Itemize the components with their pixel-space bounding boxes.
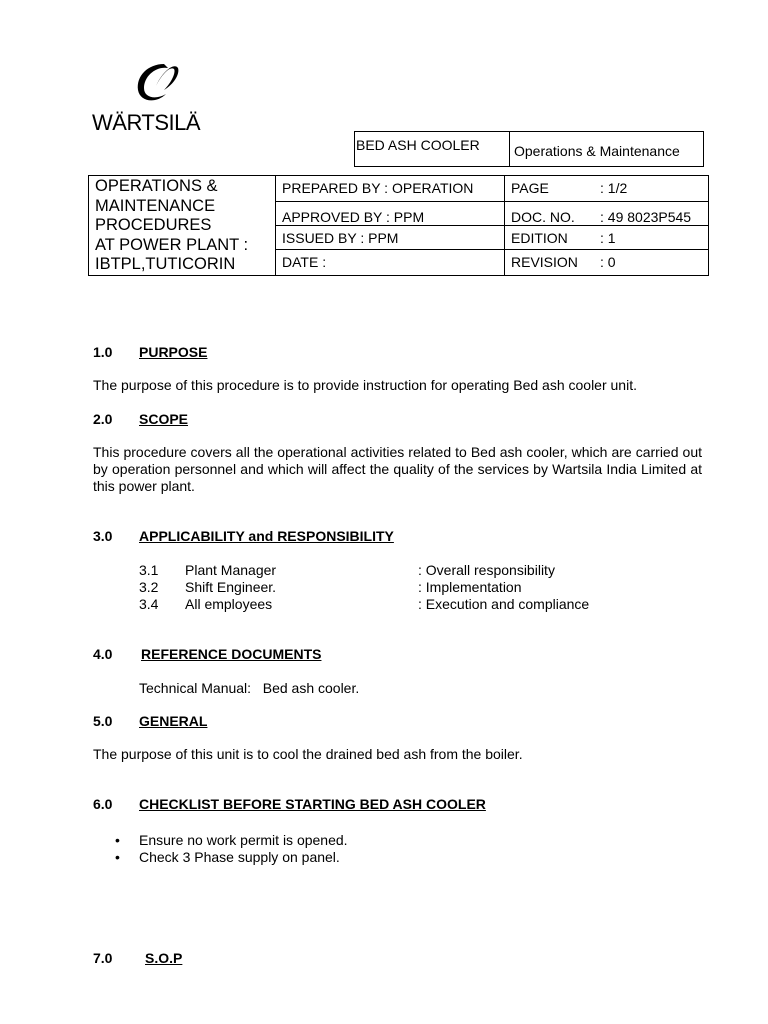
section-reference-heading: 4.0 REFERENCE DOCUMENTS [93,646,322,662]
responsibility-row: 3.4 All employees : Execution and compliance [139,596,590,612]
section-purpose-text: The purpose of this procedure is to provide instruction for operating Bed ash cooler unit. [93,377,637,393]
date-field: DATE : [276,249,505,275]
responsibility-row: 3.2 Shift Engineer. : Implementation [139,579,522,595]
revision: REVISION : 0 [505,249,709,275]
checklist [93,832,348,866]
logo-wordmark: WÄRTSILÄ [92,110,201,135]
wartsila-emblem-icon [134,58,180,106]
section-checklist-heading: 6.0 CHECKLIST BEFORE STARTING BED ASH COOLER [93,796,486,812]
document-header-box [354,131,704,167]
responsibility-row: 3.1 Plant Manager : Overall responsibility [139,562,555,578]
document-meta-table [88,175,709,276]
responsibility-list [139,562,659,613]
list-item: • Check 3 Phase supply on panel. [115,849,340,865]
prepared-by: PREPARED BY : OPERATION [276,176,505,202]
equipment-name: BED ASH COOLER [355,132,510,166]
reference-document: Technical Manual: Bed ash cooler. [139,680,360,696]
procedure-title: OPERATIONS & MAINTENANCE PROCEDURES AT POWER PLANT : IBTPL,TUTICORIN [89,176,276,276]
list-item: • Ensure no work permit is opened. [115,832,348,848]
document-category: Operations & Maintenance [514,143,680,159]
section-scope-heading: 2.0 SCOPE [93,411,189,427]
approved-by: APPROVED BY : PPM [276,201,505,226]
section-applicability-heading: 3.0 APPLICABILITY and RESPONSIBILITY [93,528,394,544]
section-purpose-heading: 1.0 PURPOSE [93,344,208,360]
section-sop-heading: 7.0 S.O.P [93,950,183,966]
issued-by: ISSUED BY : PPM [276,226,505,250]
section-general-text: The purpose of this unit is to cool the drained bed ash from the boiler. [93,746,523,762]
section-scope-text: This procedure covers all the operational activities related to Bed ash cooler, which are carried out by operation personnel and which will affect the quality of the services by Wartsila India Limited at this power plant. [93,444,702,494]
section-general-heading: 5.0 GENERAL [93,713,208,729]
page-number: PAGE : 1/2 [505,176,709,202]
edition: EDITION : 1 [505,226,709,250]
document-number: DOC. NO. : 49 8023P545 [505,201,709,226]
company-logo [92,58,202,138]
